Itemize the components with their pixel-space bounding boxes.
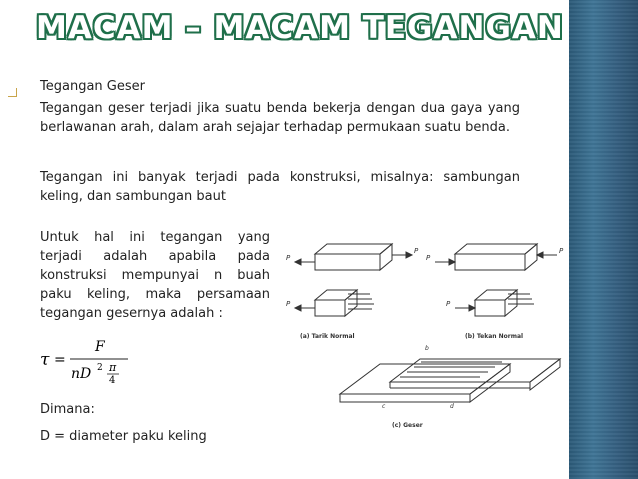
paragraph-definition: Tegangan geser terjadi jika suatu benda bekerja dengan dua gaya yang berlawanan arah, dalam arah sejajar terhadap permukaan suatu benda. bbox=[40, 101, 520, 135]
formula-pi: π bbox=[109, 361, 117, 374]
paragraph-examples: Tegangan ini banyak terjadi pada konstruksi, misalnya: sambungan keling, dan sambungan baut bbox=[40, 170, 520, 204]
stress-diagram-figure bbox=[280, 222, 570, 437]
bullet-marker-icon bbox=[8, 88, 17, 97]
point-label-b: b bbox=[425, 345, 429, 352]
paragraph-rivet-explanation: Untuk hal ini tegangan yang terjadi adalah apabila pada konstruksi mempunyai n buah paku keling, maka persamaan tegangan gesernya adalah : bbox=[40, 230, 270, 321]
point-label-d: d bbox=[450, 403, 454, 410]
force-label-a-left: P bbox=[286, 254, 291, 262]
where-label: Dimana: bbox=[40, 402, 95, 417]
caption-compression: (b) Tekan Normal bbox=[465, 333, 524, 340]
slide-title: MACAM – MACAM TEGANGAN bbox=[36, 10, 564, 46]
force-label-a-right: P bbox=[414, 247, 419, 255]
bullet-heading: Tegangan Geser bbox=[40, 79, 145, 94]
formula-tau: τ bbox=[40, 350, 50, 370]
tension-bar-diagram bbox=[295, 244, 412, 270]
diameter-definition: D = diameter paku keling bbox=[40, 429, 207, 444]
force-label-b-right: P bbox=[559, 247, 564, 255]
force-label-b-left: P bbox=[426, 254, 431, 262]
side-decoration-bar bbox=[569, 0, 638, 479]
shear-stress-formula bbox=[38, 334, 138, 384]
formula-denominator: nD bbox=[71, 366, 92, 382]
shear-plates-diagram bbox=[340, 359, 560, 402]
tension-section-diagram bbox=[295, 290, 374, 316]
compression-bar-diagram bbox=[435, 244, 557, 270]
compression-section-diagram bbox=[455, 290, 534, 316]
point-label-c: c bbox=[382, 403, 386, 410]
formula-numerator: F bbox=[95, 339, 105, 355]
formula-exponent: 2 bbox=[97, 363, 103, 373]
caption-shear: (c) Geser bbox=[392, 422, 423, 429]
caption-tension: (a) Tarik Normal bbox=[300, 333, 355, 340]
formula-equals: = bbox=[54, 352, 66, 368]
force-label-a-section: P bbox=[286, 300, 291, 308]
formula-four: 4 bbox=[109, 375, 116, 384]
force-label-b-section: P bbox=[446, 300, 451, 308]
